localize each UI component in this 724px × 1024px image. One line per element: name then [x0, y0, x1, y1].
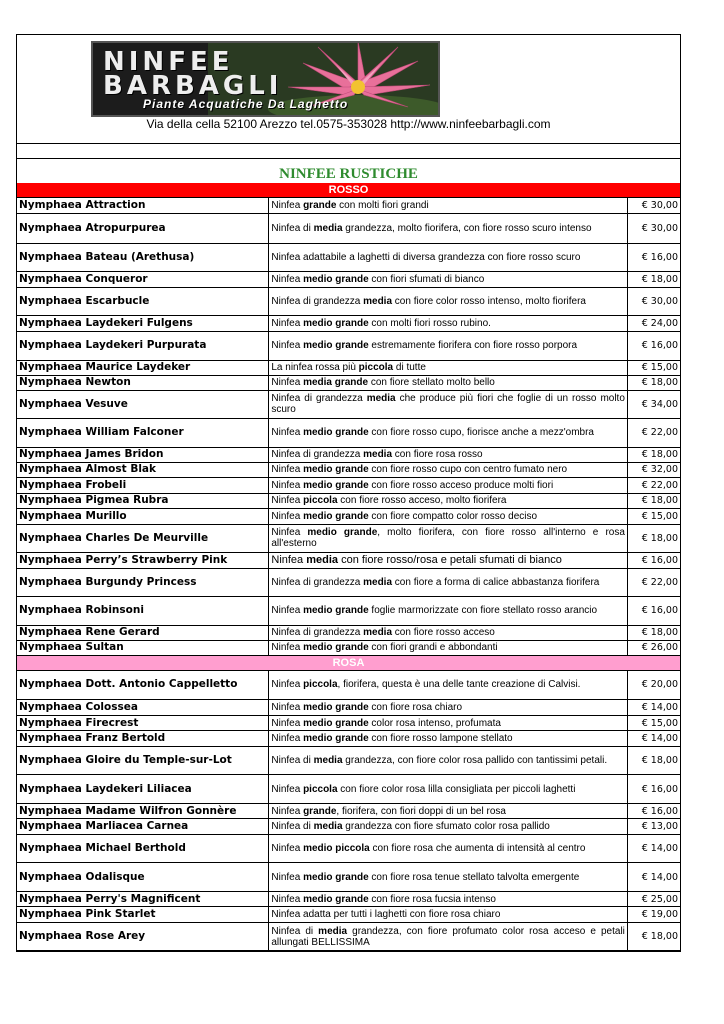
- size-emphasis: medio piccola: [303, 843, 370, 854]
- plant-name: Nymphaea Charles De Meurville: [17, 524, 269, 552]
- plant-name: Nymphaea Pink Starlet: [17, 907, 269, 923]
- plant-name: Nymphaea Laydekeri Purpurata: [17, 331, 269, 360]
- size-emphasis: piccola: [358, 362, 394, 373]
- section-title: NINFEE RUSTICHE: [279, 166, 418, 182]
- plant-name: Nymphaea Dott. Antonio Cappelletto: [17, 671, 269, 700]
- table-row: [17, 493, 680, 508]
- size-emphasis: media: [363, 576, 393, 588]
- plant-description: Ninfea medio grande con fiori grandi e abbondanti: [269, 640, 628, 655]
- plant-price: € 25,00: [627, 892, 680, 907]
- plant-name: Nymphaea Bateau (Arethusa): [17, 243, 269, 271]
- plant-price: € 20,00: [627, 671, 680, 700]
- plant-description: Ninfea grande, fiorifera, con fiori doppi di un bel rosa: [269, 804, 628, 819]
- plant-description: Ninfea adattabile a laghetti di diversa grandezza con fiore rosso scuro: [269, 243, 628, 271]
- size-emphasis: medio grande: [303, 605, 369, 616]
- size-emphasis: medio grande: [303, 642, 369, 653]
- size-emphasis: medio grande: [303, 871, 369, 883]
- plant-price: € 16,00: [627, 331, 680, 360]
- plant-description: Ninfea medio grande color rosa intenso, profumata: [269, 716, 628, 731]
- size-emphasis: media: [313, 755, 343, 766]
- size-emphasis: media: [363, 295, 393, 307]
- plant-description: Ninfea media grande con fiore stellato molto bello: [269, 375, 628, 390]
- size-emphasis: medio grande: [303, 702, 369, 713]
- plant-name: Nymphaea Franz Bertold: [17, 731, 269, 747]
- plant-description: Ninfea adatta per tutti i laghetti con fiore rosa chiaro: [269, 907, 628, 923]
- plant-price: € 34,00: [627, 390, 680, 418]
- plant-name: Nymphaea Robinsoni: [17, 596, 269, 625]
- plant-price: € 14,00: [627, 863, 680, 892]
- size-emphasis: medio grande: [303, 340, 369, 351]
- plant-price: € 24,00: [627, 315, 680, 331]
- plant-price: € 16,00: [627, 775, 680, 804]
- table-row: [17, 731, 680, 747]
- logo-word-1: NINFEE: [103, 47, 234, 77]
- spacer-row: [17, 144, 680, 159]
- size-emphasis: media grande: [303, 377, 369, 388]
- plant-description: Ninfea medio grande con fiore rosso lampone stellato: [269, 731, 628, 747]
- plant-description: Ninfea medio grande, molto fiorifera, con fiore rosso all'interno e rosa all'esterno: [269, 524, 628, 552]
- plant-name: Nymphaea Rene Gerard: [17, 625, 269, 640]
- plant-description: La ninfea rossa più piccola di tutte: [269, 360, 628, 375]
- size-emphasis: media: [363, 449, 393, 460]
- size-emphasis: medio grande: [303, 317, 369, 329]
- sections: [17, 183, 680, 951]
- plant-price: € 30,00: [627, 287, 680, 315]
- plant-description: Ninfea di media grandezza, con fiore color rosa pallido con tantissimi petali.: [269, 747, 628, 775]
- table-row: [17, 524, 680, 552]
- plant-name: Nymphaea Pigmea Rubra: [17, 493, 269, 508]
- table-row: [17, 271, 680, 287]
- size-emphasis: media: [363, 627, 393, 638]
- plant-price: € 22,00: [627, 477, 680, 493]
- table-row: [17, 213, 680, 243]
- plant-name: Nymphaea Conqueror: [17, 271, 269, 287]
- size-emphasis: piccola: [303, 495, 338, 506]
- size-emphasis: piccola: [303, 679, 338, 691]
- table-row: [17, 287, 680, 315]
- table-row: [17, 640, 680, 655]
- table-row: [17, 508, 680, 524]
- plant-price: € 18,00: [627, 493, 680, 508]
- plant-price: € 15,00: [627, 508, 680, 524]
- table-row: [17, 418, 680, 447]
- plant-name: Nymphaea Colossea: [17, 700, 269, 716]
- size-emphasis: piccola: [303, 783, 338, 795]
- plant-price: € 18,00: [627, 524, 680, 552]
- table-row: [17, 596, 680, 625]
- plant-price: € 19,00: [627, 907, 680, 923]
- plant-description: Ninfea di media grandezza, con fiore profumato color rosa acceso e petali allungati BELLISSIMA: [269, 923, 628, 951]
- plant-name: Nymphaea Maurice Laydeker: [17, 360, 269, 375]
- plant-description: Ninfea medio grande con fiore rosa fucsia intenso: [269, 892, 628, 907]
- table-row: [17, 390, 680, 418]
- plant-description: Ninfea di media grandezza con fiore sfumato color rosa pallido: [269, 819, 628, 835]
- table-row: [17, 462, 680, 477]
- plant-description: Ninfea media con fiore rosso/rosa e petali sfumati di bianco: [269, 552, 628, 568]
- table-row: [17, 552, 680, 568]
- plant-price: € 30,00: [627, 213, 680, 243]
- plant-name: Nymphaea Burgundy Princess: [17, 568, 269, 596]
- table-row: [17, 804, 680, 819]
- plant-price: € 14,00: [627, 835, 680, 863]
- plant-name: Nymphaea Perry's Magnificent: [17, 892, 269, 907]
- plant-description: Ninfea medio grande con fiore rosa chiaro: [269, 700, 628, 716]
- plant-name: Nymphaea Murillo: [17, 508, 269, 524]
- plant-price: € 14,00: [627, 731, 680, 747]
- plant-name: Nymphaea Newton: [17, 375, 269, 390]
- size-emphasis: media: [366, 393, 396, 404]
- plant-name: Nymphaea Escarbucle: [17, 287, 269, 315]
- size-emphasis: media: [306, 553, 339, 566]
- size-emphasis: medio grande: [303, 464, 369, 475]
- plant-name: Nymphaea Sultan: [17, 640, 269, 655]
- table-row: [17, 835, 680, 863]
- size-emphasis: medio grande: [303, 717, 369, 729]
- size-emphasis: medio grande: [303, 510, 369, 522]
- plant-description: Ninfea medio grande con fiore rosso cupo con centro fumato nero: [269, 462, 628, 477]
- color-band-rosso: ROSSO: [17, 183, 680, 198]
- size-emphasis: medio grande: [303, 427, 369, 438]
- plant-name: Nymphaea Atropurpurea: [17, 213, 269, 243]
- plant-name: Nymphaea Attraction: [17, 198, 269, 213]
- plant-price: € 16,00: [627, 804, 680, 819]
- plant-description: Ninfea medio grande estremamente fiorifera con fiore rosso porpora: [269, 331, 628, 360]
- table-row: [17, 819, 680, 835]
- logo: [91, 41, 440, 117]
- table-row: [17, 568, 680, 596]
- plant-price: € 16,00: [627, 243, 680, 271]
- size-emphasis: grande: [303, 805, 337, 817]
- plant-price: € 26,00: [627, 640, 680, 655]
- plant-name: Nymphaea James Bridon: [17, 447, 269, 462]
- price-table: [17, 671, 680, 952]
- plant-name: Nymphaea Gloire du Temple-sur-Lot: [17, 747, 269, 775]
- table-row: [17, 907, 680, 923]
- header: [17, 35, 680, 144]
- plant-price: € 14,00: [627, 700, 680, 716]
- plant-price: € 18,00: [627, 625, 680, 640]
- price-table: [17, 198, 680, 656]
- table-row: [17, 775, 680, 804]
- plant-description: Ninfea di grandezza media con fiore rosso acceso: [269, 625, 628, 640]
- plant-name: Nymphaea Perry’s Strawberry Pink: [17, 552, 269, 568]
- plant-name: Nymphaea Frobeli: [17, 477, 269, 493]
- size-emphasis: medio grande: [303, 479, 369, 491]
- size-emphasis: medio grande: [303, 273, 369, 285]
- plant-description: Ninfea piccola con fiore rosso acceso, molto fiorifera: [269, 493, 628, 508]
- logo-subtitle: Piante Acquatiche Da Laghetto: [143, 97, 349, 111]
- plant-description: Ninfea medio grande con fiori sfumati di bianco: [269, 271, 628, 287]
- plant-price: € 30,00: [627, 198, 680, 213]
- plant-price: € 22,00: [627, 418, 680, 447]
- plant-name: Nymphaea Firecrest: [17, 716, 269, 731]
- plant-price: € 18,00: [627, 923, 680, 951]
- table-row: [17, 625, 680, 640]
- size-emphasis: media: [313, 821, 343, 832]
- plant-description: Ninfea medio grande con fiore rosso cupo, fiorisce anche a mezz'ombra: [269, 418, 628, 447]
- plant-description: Ninfea di grandezza media con fiore rosa rosso: [269, 447, 628, 462]
- plant-name: Nymphaea Michael Berthold: [17, 835, 269, 863]
- plant-name: Nymphaea Almost Blak: [17, 462, 269, 477]
- plant-description: Ninfea piccola con fiore color rosa lilla consigliata per piccoli laghetti: [269, 775, 628, 804]
- table-row: [17, 447, 680, 462]
- plant-price: € 13,00: [627, 819, 680, 835]
- plant-price: € 32,00: [627, 462, 680, 477]
- plant-description: Ninfea di grandezza media con fiore a forma di calice abbastanza fiorifera: [269, 568, 628, 596]
- table-row: [17, 198, 680, 213]
- plant-description: Ninfea medio grande foglie marmorizzate con fiore stellato rosso arancio: [269, 596, 628, 625]
- plant-name: Nymphaea Marliacea Carnea: [17, 819, 269, 835]
- table-row: [17, 863, 680, 892]
- table-row: [17, 360, 680, 375]
- size-emphasis: media: [318, 925, 348, 937]
- table-row: [17, 700, 680, 716]
- plant-price: € 18,00: [627, 747, 680, 775]
- plant-description: Ninfea di grandezza media con fiore color rosso intenso, molto fiorifera: [269, 287, 628, 315]
- plant-name: Nymphaea Rose Arey: [17, 923, 269, 951]
- size-emphasis: grande: [303, 199, 337, 211]
- plant-price: € 18,00: [627, 271, 680, 287]
- size-emphasis: medio grande: [303, 733, 369, 744]
- size-emphasis: media: [313, 222, 343, 234]
- plant-name: Nymphaea Madame Wilfron Gonnère: [17, 804, 269, 819]
- color-band-rosa: ROSA: [17, 656, 680, 671]
- table-row: [17, 243, 680, 271]
- table-row: [17, 747, 680, 775]
- plant-price: € 16,00: [627, 552, 680, 568]
- plant-price: € 16,00: [627, 596, 680, 625]
- plant-price: € 15,00: [627, 360, 680, 375]
- table-row: [17, 923, 680, 951]
- plant-description: Ninfea medio grande con fiore rosso acceso produce molti fiori: [269, 477, 628, 493]
- plant-description: Ninfea medio piccola con fiore rosa che aumenta di intensità al centro: [269, 835, 628, 863]
- plant-description: Ninfea medio grande con molti fiori rosso rubino.: [269, 315, 628, 331]
- price-list-sheet: [16, 34, 681, 952]
- plant-description: Ninfea di media grandezza, molto fiorifera, con fiore rosso scuro intenso: [269, 213, 628, 243]
- size-emphasis: medio grande: [307, 527, 378, 538]
- plant-name: Nymphaea William Falconer: [17, 418, 269, 447]
- plant-price: € 18,00: [627, 375, 680, 390]
- plant-description: Ninfea grande con molti fiori grandi: [269, 198, 628, 213]
- plant-name: Nymphaea Laydekeri Fulgens: [17, 315, 269, 331]
- logo-word-2: BARBAGLI: [103, 71, 283, 101]
- plant-description: Ninfea di grandezza media che produce più fiori che foglie di un rosso molto scuro: [269, 390, 628, 418]
- plant-description: Ninfea piccola, fiorifera, questa è una delle tante creazione di Calvisi.: [269, 671, 628, 700]
- table-row: [17, 477, 680, 493]
- address-line: Via della cella 52100 Arezzo tel.0575-353028 http://www.ninfeebarbagli.com: [146, 117, 551, 131]
- table-row: [17, 375, 680, 390]
- plant-name: Nymphaea Odalisque: [17, 863, 269, 892]
- table-row: [17, 716, 680, 731]
- plant-price: € 15,00: [627, 716, 680, 731]
- plant-price: € 22,00: [627, 568, 680, 596]
- plant-price: € 18,00: [627, 447, 680, 462]
- table-row: [17, 315, 680, 331]
- plant-description: Ninfea medio grande con fiore compatto color rosso deciso: [269, 508, 628, 524]
- table-row: [17, 892, 680, 907]
- plant-name: Nymphaea Vesuve: [17, 390, 269, 418]
- size-emphasis: medio grande: [303, 893, 369, 905]
- table-row: [17, 331, 680, 360]
- table-row: [17, 671, 680, 700]
- plant-name: Nymphaea Laydekeri Liliacea: [17, 775, 269, 804]
- plant-description: Ninfea medio grande con fiore rosa tenue stellato talvolta emergente: [269, 863, 628, 892]
